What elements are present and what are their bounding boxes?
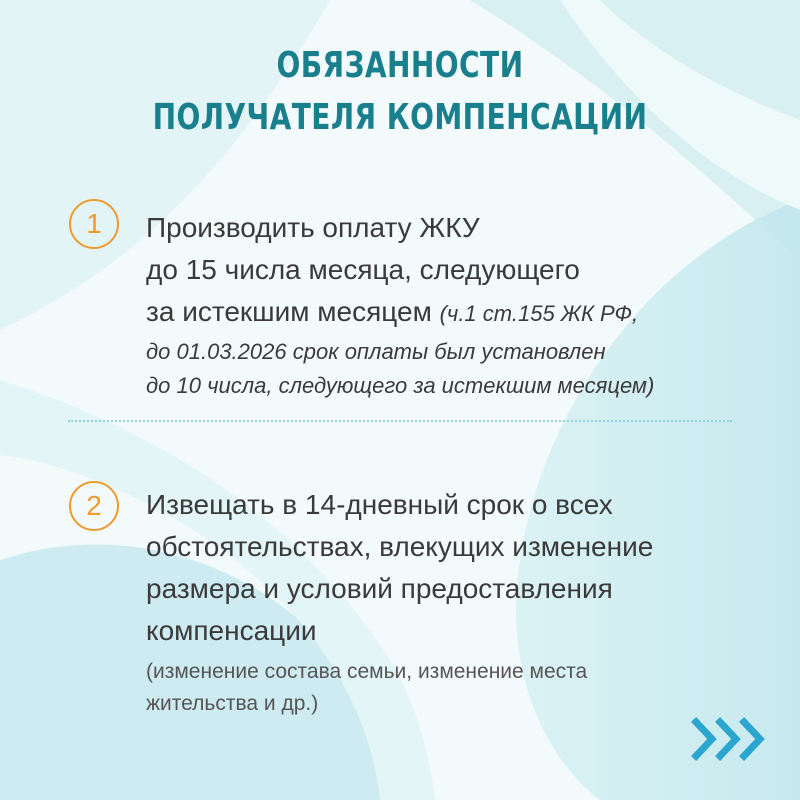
item-1-legal-ref: (ч.1 ст.155 ЖК РФ,: [439, 301, 639, 326]
title-line-1: ОБЯЗАННОСТИ: [276, 45, 524, 86]
item-2-line-3: размера и условий предоставления: [146, 573, 613, 604]
item-2-note-line-1: (изменение состава семьи, изменение места: [146, 660, 588, 683]
item-1-note-line-2: до 10 числа, следующего за истекшим месяцем): [146, 373, 655, 398]
item-1-text: [146, 207, 766, 403]
number-badge-1: 1: [69, 199, 119, 249]
title-line-2: ПОЛУЧАТЕЛЯ КОМПЕНСАЦИИ: [152, 97, 648, 138]
item-2-line-4: компенсации: [146, 615, 317, 646]
item-1-line-1: Производить оплату ЖКУ: [146, 212, 480, 243]
item-1-note-line-1: до 01.03.2026 срок оплаты был установлен: [146, 339, 606, 364]
item-2-note-line-2: жительства и др.): [146, 692, 319, 715]
item-1-line-3: [146, 291, 766, 335]
item-1-line-2: до 15 числа месяца, следующего: [146, 254, 580, 285]
dotted-divider: [68, 420, 732, 422]
item-2-line-2: обстоятельствах, влекущих изменение: [146, 531, 654, 562]
item-2-line-1: Извещать в 14-дневный срок о всех: [146, 489, 613, 520]
triple-chevron-right-icon[interactable]: [690, 716, 770, 762]
number-badge-2: 2: [69, 481, 119, 531]
item-1-line-3-text: за истекшим месяцем: [146, 296, 432, 327]
page-title: [88, 40, 712, 144]
item-2-note: [146, 656, 746, 720]
item-2-text: [146, 484, 746, 720]
